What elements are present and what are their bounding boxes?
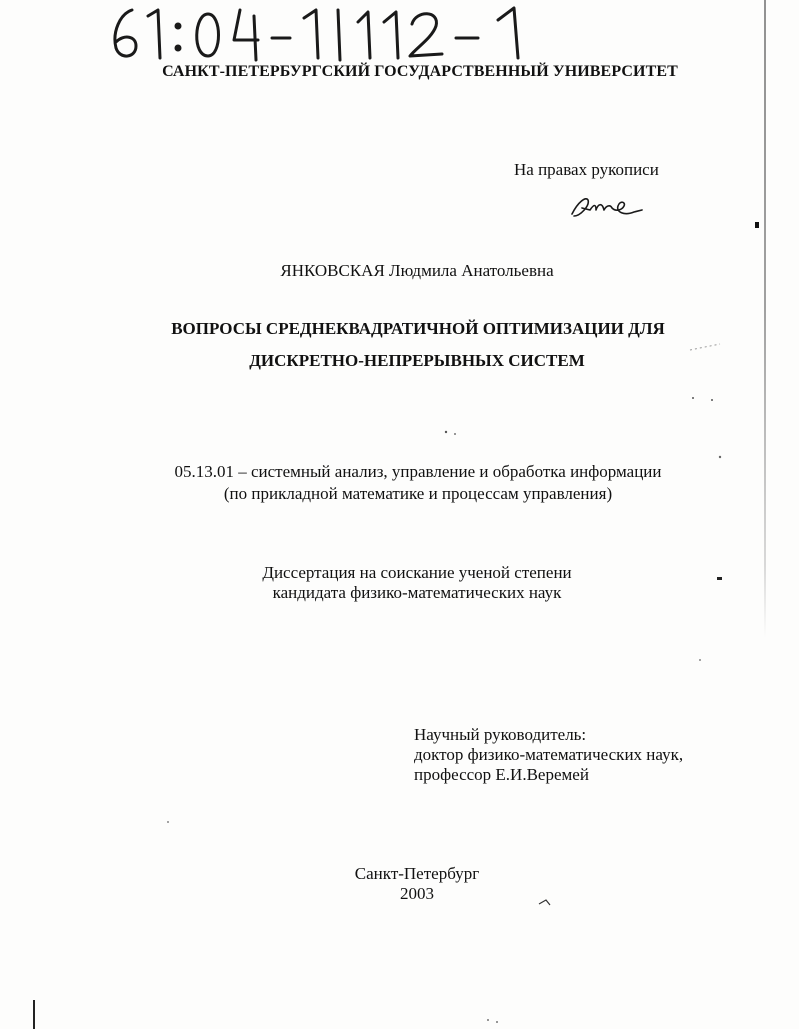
manuscript-rights-note: На правах рукописи — [514, 160, 659, 179]
specialty-code-line: 05.13.01 – системный анализ, управление и обработка информации — [174, 462, 662, 481]
degree-line-2: кандидата физико-математических наук — [272, 583, 562, 602]
degree-line-1: Диссертация на соискание ученой степени — [262, 563, 572, 582]
specialty-detail-line: (по прикладной математике и процессам управления) — [223, 484, 613, 503]
supervisor-label: Научный руководитель: — [414, 725, 587, 744]
university-name: САНКТ-ПЕТЕРБУРГСКИЙ ГОСУДАРСТВЕННЫЙ УНИВЕРСИТЕТ — [162, 63, 678, 80]
handwritten-catalog-code — [106, 2, 546, 64]
handwritten-signature — [568, 190, 644, 226]
dissertation-title-line-1: ВОПРОСЫ СРЕДНЕКВАДРАТИЧНОЙ ОПТИМИЗАЦИИ ДЛЯ — [171, 319, 665, 338]
author-name: ЯНКОВСКАЯ Людмила Анатольевна — [280, 261, 554, 280]
dissertation-title-line-2: ДИСКРЕТНО-НЕПРЕРЫВНЫХ СИСТЕМ — [249, 351, 585, 370]
year: 2003 — [400, 884, 434, 903]
supervisor-name: профессор Е.И.Веремей — [414, 765, 589, 784]
scan-edge-left — [33, 1000, 35, 1029]
supervisor-degree: доктор физико-математических наук, — [414, 745, 684, 764]
city: Санкт-Петербург — [354, 864, 480, 883]
